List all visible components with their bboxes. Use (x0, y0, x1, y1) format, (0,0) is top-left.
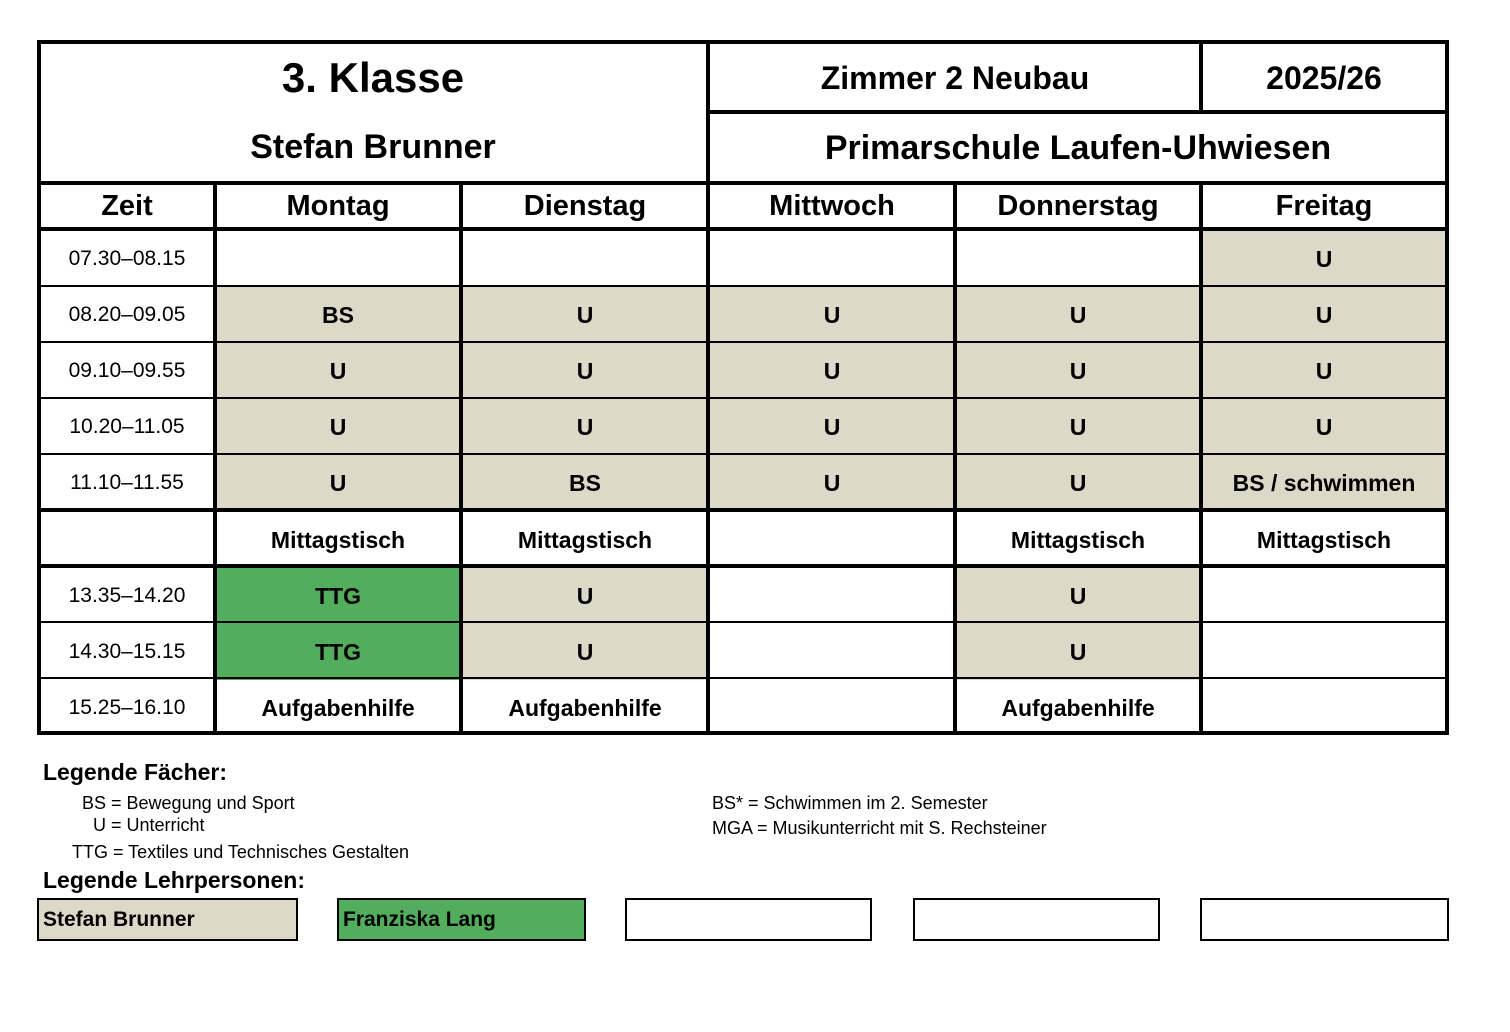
lesson-cell: U (709, 343, 955, 399)
teacher-legend-box (913, 898, 1160, 941)
teacher-legend-box: Stefan Brunner (37, 898, 298, 941)
lesson-cell (709, 512, 955, 568)
teacher-name: Stefan Brunner (250, 127, 496, 166)
legend-teachers-title: Legende Lehrpersonen: (43, 867, 305, 893)
lesson-cell: U (461, 287, 709, 343)
lesson-cell: Aufgabenhilfe (508, 694, 662, 721)
column-header-freitag: Freitag (1275, 190, 1373, 222)
lesson-cell: Mittagstisch (1010, 526, 1146, 553)
column-header-donnerstag: Donnerstag (997, 190, 1159, 222)
lesson-cell: BS (215, 287, 461, 343)
lesson-cell (709, 680, 955, 736)
lesson-cell: U (1201, 287, 1447, 343)
time-slot: 11.10–11.55 (70, 471, 184, 494)
lesson-cell (1201, 624, 1447, 680)
row-divider (37, 285, 1449, 287)
lesson-cell: U (955, 455, 1201, 511)
time-slot: 10.20–11.05 (69, 415, 185, 438)
legend-item: BS* = Schwimmen im 2. Semester (712, 793, 988, 813)
legend-subjects-title: Legende Fächer: (43, 759, 228, 785)
table-border-bottom (37, 731, 1449, 735)
lesson-cell (955, 231, 1201, 287)
lesson-cell: U (461, 568, 709, 624)
table-border-top (37, 40, 1449, 44)
school-year: 2025/26 (1266, 59, 1382, 96)
legend-item: MGA = Musikunterricht mit S. Rechsteiner (712, 818, 1047, 838)
lesson-cell (709, 231, 955, 287)
lesson-cell: U (1201, 343, 1447, 399)
legend-item: U = Unterricht (93, 815, 205, 835)
row-divider (37, 227, 1449, 231)
lesson-cell: Aufgabenhilfe (261, 694, 415, 721)
lesson-cell: U (709, 399, 955, 455)
lesson-cell: U (709, 287, 955, 343)
row-divider (37, 508, 1449, 512)
lesson-cell: U (955, 624, 1201, 680)
column-header-time: Zeit (101, 190, 153, 222)
teacher-legend-box (1200, 898, 1449, 941)
lesson-cell (709, 624, 955, 680)
column-header-montag: Montag (286, 190, 390, 222)
column-divider (1199, 181, 1203, 735)
lesson-cell: U (1201, 231, 1447, 287)
teacher-legend-box: Franziska Lang (337, 898, 586, 941)
lesson-cell: U (215, 343, 461, 399)
table-border-right (1445, 40, 1449, 735)
teacher-legend-box (625, 898, 872, 941)
lesson-cell: U (215, 455, 461, 511)
lesson-cell (215, 231, 461, 287)
lesson-cell: U (215, 399, 461, 455)
class-title: 3. Klasse (281, 54, 465, 101)
lesson-cell: TTG (215, 568, 461, 624)
row-divider (37, 341, 1449, 343)
room-label: Zimmer 2 Neubau (820, 59, 1090, 96)
column-divider (213, 181, 217, 735)
time-slot (39, 512, 215, 568)
lesson-cell: U (461, 624, 709, 680)
lesson-cell (461, 231, 709, 287)
legend-item: BS = Bewegung und Sport (82, 793, 295, 813)
legend-item: TTG = Textiles und Technisches Gestalten (72, 842, 410, 862)
lesson-cell: BS (461, 455, 709, 511)
column-divider (706, 181, 710, 735)
lesson-cell: Mittagstisch (517, 526, 653, 553)
lesson-cell: U (1201, 399, 1447, 455)
lesson-cell: U (955, 568, 1201, 624)
lesson-cell: U (709, 455, 955, 511)
row-divider (37, 621, 1449, 623)
lesson-cell (1201, 680, 1447, 736)
lesson-cell: U (461, 399, 709, 455)
lesson-cell: TTG (215, 624, 461, 680)
row-divider (37, 677, 1449, 679)
lesson-cell: BS / schwimmen (1201, 455, 1447, 511)
timetable (37, 40, 1449, 735)
time-slot: 14.30–15.15 (68, 640, 186, 663)
column-divider (953, 181, 957, 735)
time-slot: 07.30–08.15 (68, 247, 186, 270)
header-divider (708, 110, 1449, 114)
header-divider (37, 181, 1449, 185)
school-name: Primarschule Laufen-Uhwiesen (824, 128, 1332, 167)
time-slot: 15.25–16.10 (68, 696, 186, 719)
time-slot: 09.10–09.55 (68, 359, 186, 382)
column-header-mittwoch: Mittwoch (769, 190, 895, 222)
column-header-dienstag: Dienstag (523, 190, 647, 222)
time-slot: 13.35–14.20 (68, 584, 186, 607)
time-slot: 08.20–09.05 (68, 303, 186, 326)
lesson-cell: Mittagstisch (1256, 526, 1392, 553)
lesson-cell: U (955, 287, 1201, 343)
lesson-cell: Aufgabenhilfe (1001, 694, 1155, 721)
lesson-cell: U (955, 399, 1201, 455)
row-divider (37, 564, 1449, 568)
lesson-cell: Mittagstisch (270, 526, 406, 553)
column-divider (459, 181, 463, 735)
header-divider (1199, 40, 1203, 113)
lesson-cell (709, 568, 955, 624)
row-divider (37, 453, 1449, 455)
row-divider (37, 397, 1449, 399)
lesson-cell: U (461, 343, 709, 399)
lesson-cell: U (955, 343, 1201, 399)
lesson-cell (1201, 568, 1447, 624)
table-border-left (37, 40, 41, 735)
